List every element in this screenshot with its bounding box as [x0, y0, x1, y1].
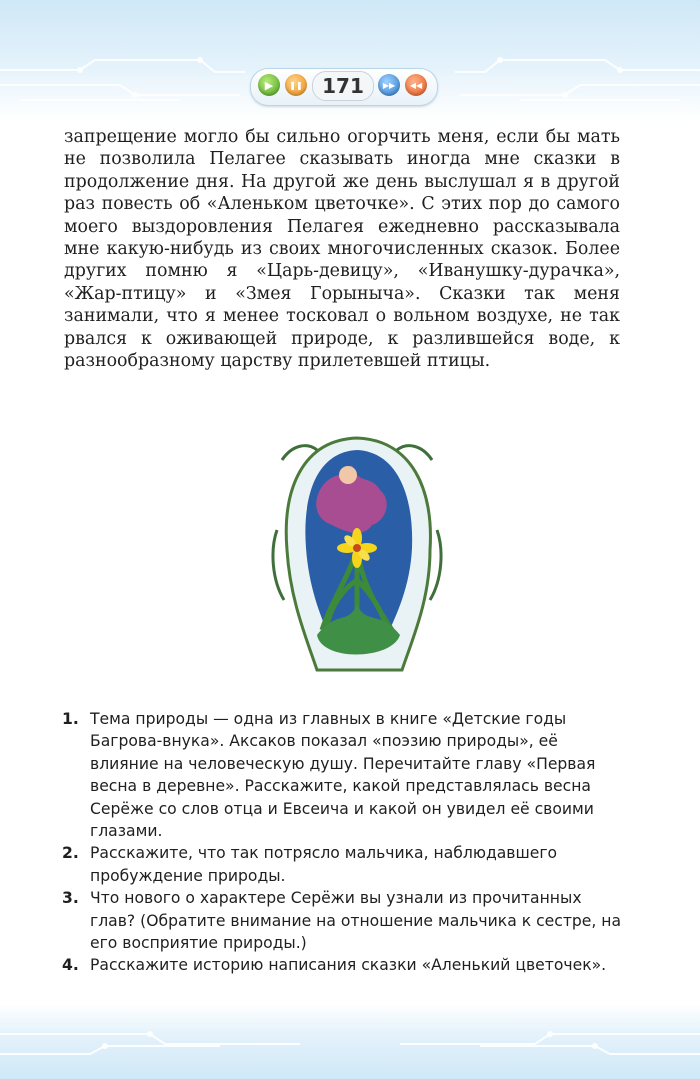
play-button[interactable] [258, 74, 280, 96]
play-icon: ▶ [264, 78, 274, 92]
body-paragraph: запрещение могло бы сильно огорчить меня, если бы мать не позволила Пелагее сказывать иногда мне сказки в продолжение дня. На другой же день выслушал я в другой раз повесть об «Аленьком цветочке». С этих пор до самого моего выздоровления Пелагея ежедневно рассказывала мне какую-нибудь из своих многочисленных сказок. Более других помню я «Царь-девицу», «Иванушку-дурачка», «Жар-птицу» и «Змея Горыныча». Сказки так меня занимали, что я менее тосковал о вольном воздухе, не так рвался к оживающей природе, к разлившейся воде, к разнообразному царству прилетевшей птицы. [64, 127, 620, 372]
question-number: 1. [62, 710, 79, 728]
rewind-button[interactable] [405, 74, 427, 96]
list-item [62, 887, 622, 954]
question-text: Тема природы — одна из главных в книге «Детские годы Багрова-внука». Аксаков показал «поэзию природы», её влияние на человеческую душу. Перечитайте главу «Первая весна в деревне». Расскажите, какой представлялась весна Серёже со слов отца и Евсеича и какой он увидел её своими глазами. [90, 710, 596, 841]
question-number: 3. [62, 889, 79, 908]
pause-icon: ❚❚ [289, 80, 303, 90]
fast-forward-icon: ▶▶ [382, 80, 396, 90]
question-number: 4. [62, 956, 79, 975]
list-item [62, 842, 622, 887]
question-text: Расскажите, что так потрясло мальчика, наблюдавшего пробуждение природы. [90, 844, 558, 885]
list-item [62, 708, 622, 842]
page-number: 171 [312, 71, 374, 101]
rewind-icon: ◀◀ [409, 80, 423, 90]
list-item [62, 954, 622, 976]
pause-button[interactable] [285, 74, 307, 96]
questions-list [62, 708, 622, 977]
footer-decoration [0, 1004, 700, 1079]
question-number: 2. [62, 844, 79, 863]
question-text: Расскажите историю написания сказки «Аленький цветочек». [90, 956, 607, 975]
forward-button[interactable] [378, 74, 400, 96]
question-text: Что нового о характере Серёжи вы узнали из прочитанных глав? (Обратите внимание на отношение мальчика к сестре, на его восприятие природы.) [90, 889, 622, 953]
fairy-tale-illustration [262, 430, 452, 680]
